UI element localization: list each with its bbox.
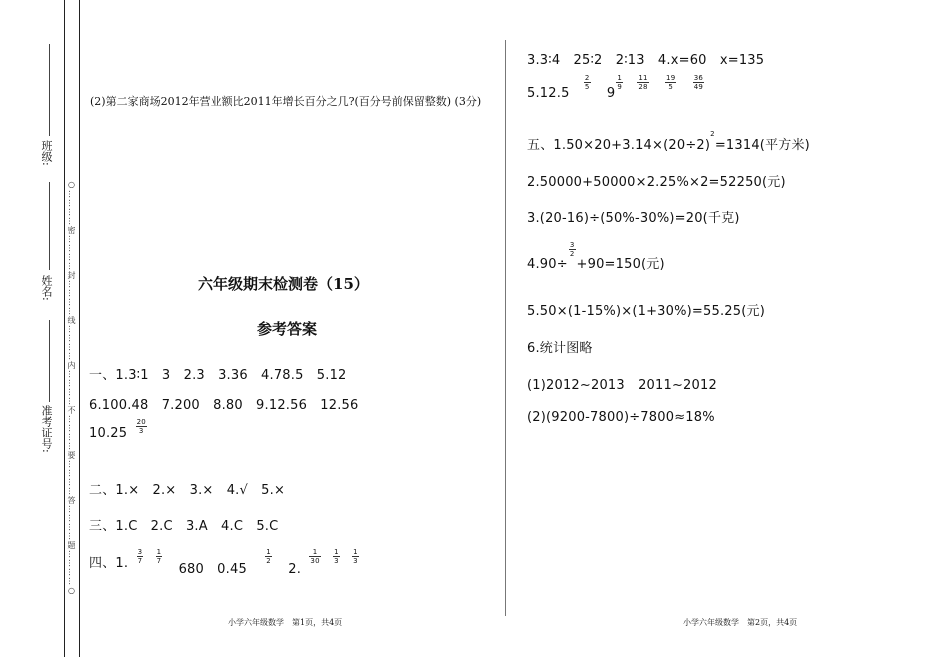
- class-label: 班级:: [40, 140, 53, 166]
- answer-line-3: [89, 418, 151, 443]
- right-page-footer: 小学六年级数学 第2页，共4页: [683, 618, 798, 627]
- answer-line-r6: [527, 241, 665, 272]
- answer-line-r9: (1)2012~2013 2011~2012: [527, 378, 717, 393]
- fraction-denominator: 2: [569, 250, 575, 258]
- answer-5: 5.12.5: [527, 86, 570, 101]
- fraction-numerator: 1: [617, 74, 623, 82]
- answer-2: 2.: [288, 562, 302, 577]
- fraction: [637, 74, 648, 91]
- answer-line-r4: 2.50000+50000×2.25%×2=52250(元): [527, 175, 786, 190]
- fraction-numerator: 19: [666, 74, 676, 82]
- fraction: [352, 548, 359, 565]
- answer-line-r10: (2)(9200-7800)÷7800≈18%: [527, 410, 715, 425]
- answer-line-1: 一、1.3∶1 3 2.3 3.36 4.78.5 5.12: [89, 368, 347, 383]
- fraction-numerator: 1: [309, 548, 320, 557]
- class-blank-line: [49, 44, 50, 136]
- section-5-q1-result: =1314(平方米): [714, 138, 810, 153]
- fraction-numerator: 3: [137, 548, 143, 556]
- name-blank-line: [49, 182, 50, 270]
- fraction: [569, 241, 576, 258]
- fraction: [693, 74, 704, 91]
- fraction: [136, 418, 147, 435]
- answer-line-4: 二、1.× 2.× 3.× 4.√ 5.×: [89, 483, 286, 498]
- fraction-numerator: 20: [136, 418, 146, 426]
- binding-margin: [0, 0, 80, 657]
- fraction-denominator: 7: [137, 557, 143, 565]
- fraction: [137, 548, 144, 565]
- answer-line-r2: [527, 74, 708, 103]
- answer-line-r3: [527, 130, 810, 153]
- left-page-footer: 小学六年级数学 第1页，共4页: [228, 618, 343, 627]
- fraction-denominator: 3: [353, 557, 358, 565]
- fraction-denominator: 49: [693, 83, 704, 91]
- fraction-denominator: 2: [266, 557, 271, 565]
- section-5-q4-b: +90=150(元): [576, 257, 665, 272]
- fraction-numerator: 1: [156, 548, 162, 556]
- answer-line-r7: 5.50×(1-15%)×(1+30%)=55.25(元): [527, 304, 765, 319]
- fraction-denominator: 5: [668, 83, 674, 91]
- exam-id-label: 准考证号:: [40, 405, 53, 453]
- answer-9: 9: [606, 86, 616, 101]
- answer-subtitle: 参考答案: [257, 320, 318, 338]
- binding-outer-line: [64, 0, 65, 657]
- fraction: [309, 548, 320, 565]
- fraction-denominator: 28: [638, 83, 648, 91]
- fraction-numerator: 1: [353, 548, 358, 556]
- fraction: [265, 548, 272, 565]
- section-4-label: 四、1.: [89, 556, 129, 571]
- exponent: 2: [710, 130, 715, 138]
- fraction: [665, 74, 676, 91]
- fraction-numerator: 2: [584, 74, 590, 82]
- answer-10: 10.25: [89, 426, 128, 441]
- question-2-text: (2)第二家商场2012年营业额比2011年增长百分之几?(百分号前保留整数) (3分): [90, 95, 482, 108]
- section-5-q1: 五、1.50×20+3.14×(20÷2): [527, 138, 711, 153]
- fraction-numerator: 11: [638, 74, 648, 82]
- name-label: 姓名:: [40, 275, 53, 301]
- fraction-denominator: 7: [156, 557, 162, 565]
- exam-title: 六年级期末检测卷（15）: [198, 275, 369, 293]
- fraction-denominator: 3: [334, 557, 339, 565]
- fraction-numerator: 1: [266, 548, 271, 556]
- answers-680-045: 680 0.45: [178, 562, 247, 577]
- fraction: [156, 548, 163, 565]
- answer-line-r1: 3.3∶4 25∶2 2∶13 4.x=60 x=135: [527, 53, 765, 68]
- section-5-q4-a: 4.90÷: [527, 257, 568, 272]
- answer-line-6: [89, 548, 363, 577]
- seal-line-text: ○…………密…………封…………线…………内…………不…………要…………答…………题…………○: [67, 180, 76, 596]
- page-divider: [505, 40, 506, 616]
- binding-inner-line: [79, 0, 80, 657]
- fraction-numerator: 3: [569, 241, 575, 249]
- fraction: [616, 74, 623, 91]
- answer-line-r8: 6.统计图略: [527, 341, 593, 356]
- fraction: [333, 548, 340, 565]
- answer-line-r5: 3.(20-16)÷(50%-30%)=20(千克): [527, 211, 740, 226]
- fraction-denominator: 30: [310, 557, 320, 565]
- fraction-numerator: 36: [693, 74, 704, 82]
- fraction-denominator: 3: [138, 427, 144, 435]
- fraction: [584, 74, 591, 91]
- fraction-denominator: 9: [617, 83, 623, 91]
- answer-line-2: 6.100.48 7.200 8.80 9.12.56 12.56: [89, 398, 359, 413]
- fraction-denominator: 5: [584, 83, 590, 91]
- fraction-numerator: 1: [334, 548, 339, 556]
- exam-id-blank-line: [49, 320, 50, 402]
- answer-line-5: 三、1.C 2.C 3.A 4.C 5.C: [89, 519, 279, 534]
